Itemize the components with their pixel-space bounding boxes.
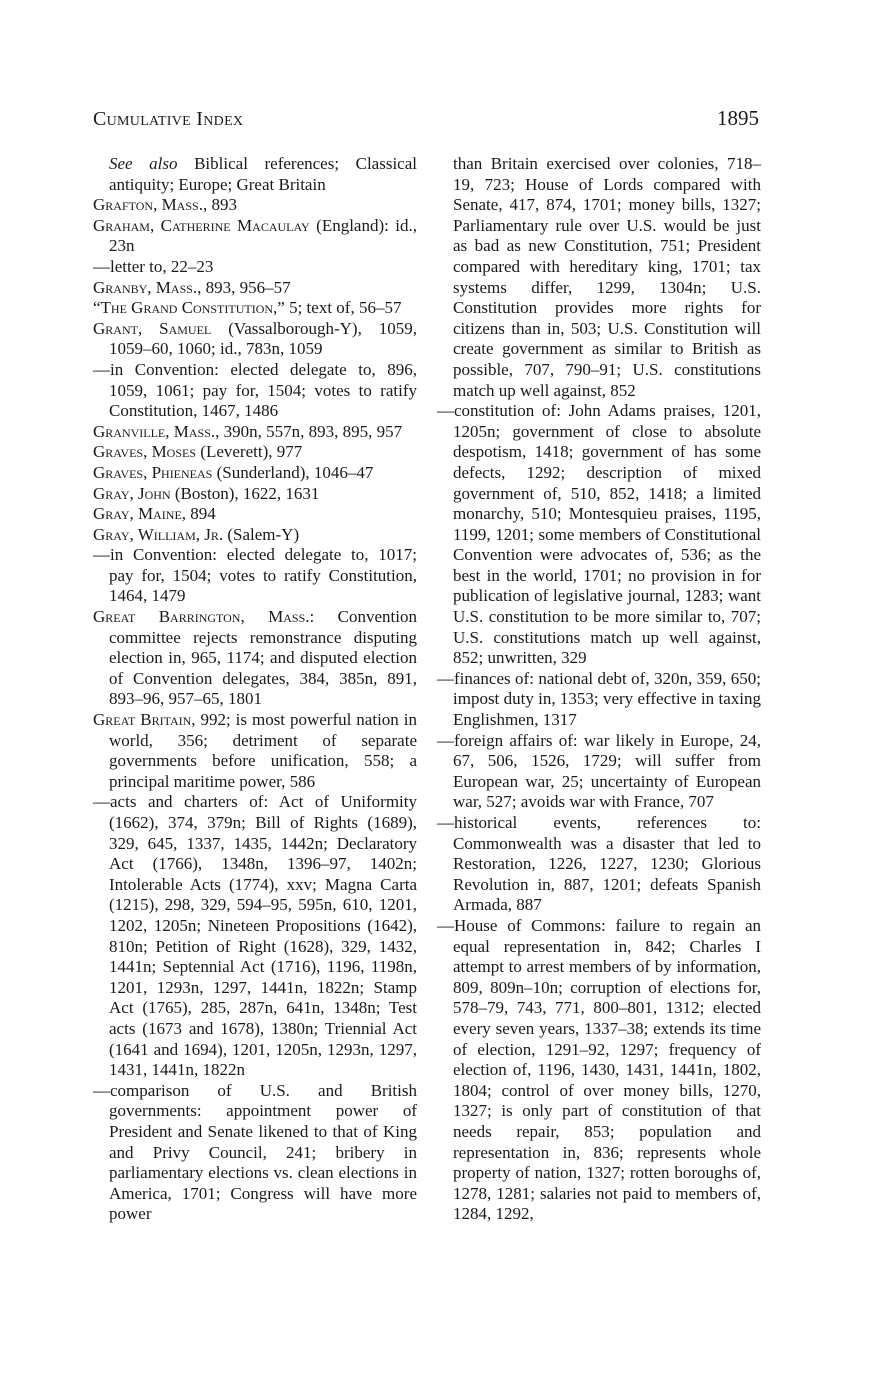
index-heading: Graves, Moses — [93, 442, 197, 462]
index-entry — [93, 525, 417, 546]
index-entry — [93, 504, 417, 525]
index-entry — [93, 319, 417, 360]
index-column-left — [93, 154, 417, 1225]
index-locators: (England): id., 23n — [109, 215, 418, 256]
index-locators: —acts and charters of: Act of Uniformity (1662), 374, 379n; Bill of Rights (1689), 329, 645, 1337, 1435, 1442n; Declaratory Act (1766), 1348n, 1396–97, 1402n; Intolerable Acts (1774), xxv; Magna Carta (1215), 298, 329, 594–95, 595n, 610, 1201, 1202, 1205n; Nineteen Propositions (1642), 810n; Petition of Right (1628), 329, 1432, 1441n; Septennial Act (1716), 1196, 1198n, 1201, 1293n, 1297, 1441n, 1822n; Stamp Act (1765), 285, 287n, 641n, 1348n; Test acts (1673 and 1678), 1380n; Triennial Act (1641 and 1694), 1201, 1205n, 1293n, 1297, 1431, 1441n, 1822n — [93, 792, 417, 1080]
index-entry — [93, 298, 417, 319]
index-entry — [93, 195, 417, 216]
index-locators: (Leverett), 977 — [196, 442, 303, 462]
index-locators: : Convention committee rejects remonstrance disputing election in, 965, 1174; and disputed election of Convention delegates, 384, 385n, 891, 893–96, 957–65, 1801 — [109, 607, 417, 709]
index-locators: (Vassalborough-Y), 1059, 1059–60, 1060; id., 783n, 1059 — [109, 318, 418, 359]
index-heading: Gray, William, Jr. — [93, 524, 224, 544]
index-locators: —comparison of U.S. and British governments: appointment power of President and Senate likened to that of King and Privy Council, 241; bribery in parliamentary elections vs. clean elections in America, 1701; Congress will have more power — [93, 1080, 417, 1224]
index-locators: , 894 — [181, 504, 216, 524]
index-entry — [437, 154, 761, 401]
index-column-right — [437, 154, 761, 1225]
index-subentry — [93, 257, 417, 278]
index-subentry — [437, 916, 761, 1225]
index-locators: 5; text of, 56–57 — [284, 298, 402, 318]
index-locators: , 893 — [202, 195, 237, 215]
index-entry — [93, 484, 417, 505]
index-subentry — [93, 545, 417, 607]
index-locators: —historical events, references to: Commonwealth was a disaster that led to Restoration, 1226, 1227, 1230; Glorious Revolution in, 887, 1201; defeats Spanish Armada, 887 — [437, 813, 761, 915]
index-heading: Great Barrington, Mass. — [93, 607, 310, 627]
index-locators: , 992; is most powerful nation in world, 356; detriment of separate governments before unification, 558; a principal maritime power, 586 — [109, 710, 417, 791]
index-locators: (Sunderland), 1046–47 — [212, 462, 374, 482]
running-header-title: Cumulative Index — [93, 108, 244, 130]
index-entry — [93, 422, 417, 443]
index-heading: “The Grand Constitution,” — [93, 298, 285, 318]
index-locators: —House of Commons: failure to regain an equal representation in, 842; Charles I attempt to arrest members of by information, 809, 809n–10n; corruption of elections for, 578–79, 743, 771, 800–801, 1312; elected every seven years, 1337–38; extends its time of election, 1291–92, 1297; frequency of election of, 1196, 1430, 1431, 1441n, 1802, 1804; control of over money bills, 1270, 1327; is only part of constitution of that needs repair, 853; population and representation in, 836; represents whole property of nation, 1327; rotten boroughs of, 1278, 1281; salaries not paid to members of, 1284, 1292, — [437, 915, 761, 1224]
index-subentry — [93, 360, 417, 422]
index-entry — [93, 463, 417, 484]
index-heading: Gray, Maine — [93, 504, 182, 524]
see-also-label: See also — [109, 154, 178, 173]
index-entry — [93, 607, 417, 710]
index-locators: (Salem-Y) — [223, 524, 300, 544]
page-number: 1895 — [717, 106, 759, 130]
index-subentry — [437, 813, 761, 916]
index-entry — [93, 710, 417, 792]
index-locators: Biblical references; Classical antiquity; Europe; Great Britain — [109, 154, 417, 194]
index-locators: than Britain exercised over colonies, 718–19, 723; House of Lords compared with Senate, 417, 874, 1701; money bills, 1327; Parliamentary rule over U.S. would be just as bad as new Constitution, 751; President compared with hereditary king, 1701; tax systems differ, 1299, 1304n; U.S. Constitution provides more rights for citizens than in, 503; U.S. Constitution will create government as similar to British as possible, 707, 790–91; U.S. constitutions match up well against, 852 — [453, 154, 761, 400]
index-heading: Grant, Samuel — [93, 318, 212, 338]
index-heading: Graham, Catherine Macaulay — [93, 215, 310, 235]
index-heading: Grafton, Mass. — [93, 195, 203, 215]
index-heading: Granville, Mass. — [93, 421, 216, 441]
index-subentry — [437, 731, 761, 813]
index-heading: Granby, Mass. — [93, 277, 198, 297]
index-entry — [93, 216, 417, 257]
index-subentry — [93, 792, 417, 1080]
index-heading: Great Britain — [93, 710, 192, 730]
index-subentry — [437, 669, 761, 731]
index-locators: (Boston), 1622, 1631 — [170, 483, 320, 503]
index-entry — [93, 442, 417, 463]
index-entry — [93, 278, 417, 299]
index-heading: Gray, John — [93, 483, 171, 503]
index-locators: —finances of: national debt of, 320n, 359, 650; impost duty in, 1353; very effective in taxing Englishmen, 1317 — [437, 668, 761, 730]
index-locators: —in Convention: elected delegate to, 896, 1059, 1061; pay for, 1504; votes to ratify Constitution, 1467, 1486 — [93, 359, 417, 421]
index-entry — [93, 154, 417, 195]
index-subentry — [93, 1081, 417, 1225]
index-locators: , 390n, 557n, 893, 895, 957 — [215, 421, 403, 441]
index-heading: Graves, Phieneas — [93, 462, 213, 482]
index-locators: —in Convention: elected delegate to, 1017; pay for, 1504; votes to ratify Constitution, 1464, 1479 — [93, 545, 417, 606]
index-locators: —constitution of: John Adams praises, 1201, 1205n; government of close to absolute despotism, 1418; government of has some defects, 1292; description of mixed government of, 510, 852, 1418; a limited monarchy, 510; Montesquieu praises, 1195, 1199, 1201; some members of Constitutional Convention were advocates of, 536; as the best in the world, 1701; no provision in for publication of legislative journal, 1283; want U.S. constitution to be more similar to, 707; U.S. constitutions match up well against, 852; unwritten, 329 — [437, 401, 761, 668]
index-locators: —letter to, 22–23 — [93, 256, 214, 276]
index-locators: , 893, 956–57 — [197, 277, 291, 297]
index-subentry — [437, 401, 761, 669]
index-locators: —foreign affairs of: war likely in Europe, 24, 67, 506, 1526, 1729; will suffer from European war, 25; uncertainty of European war, 527; avoids war with France, 707 — [437, 730, 761, 812]
